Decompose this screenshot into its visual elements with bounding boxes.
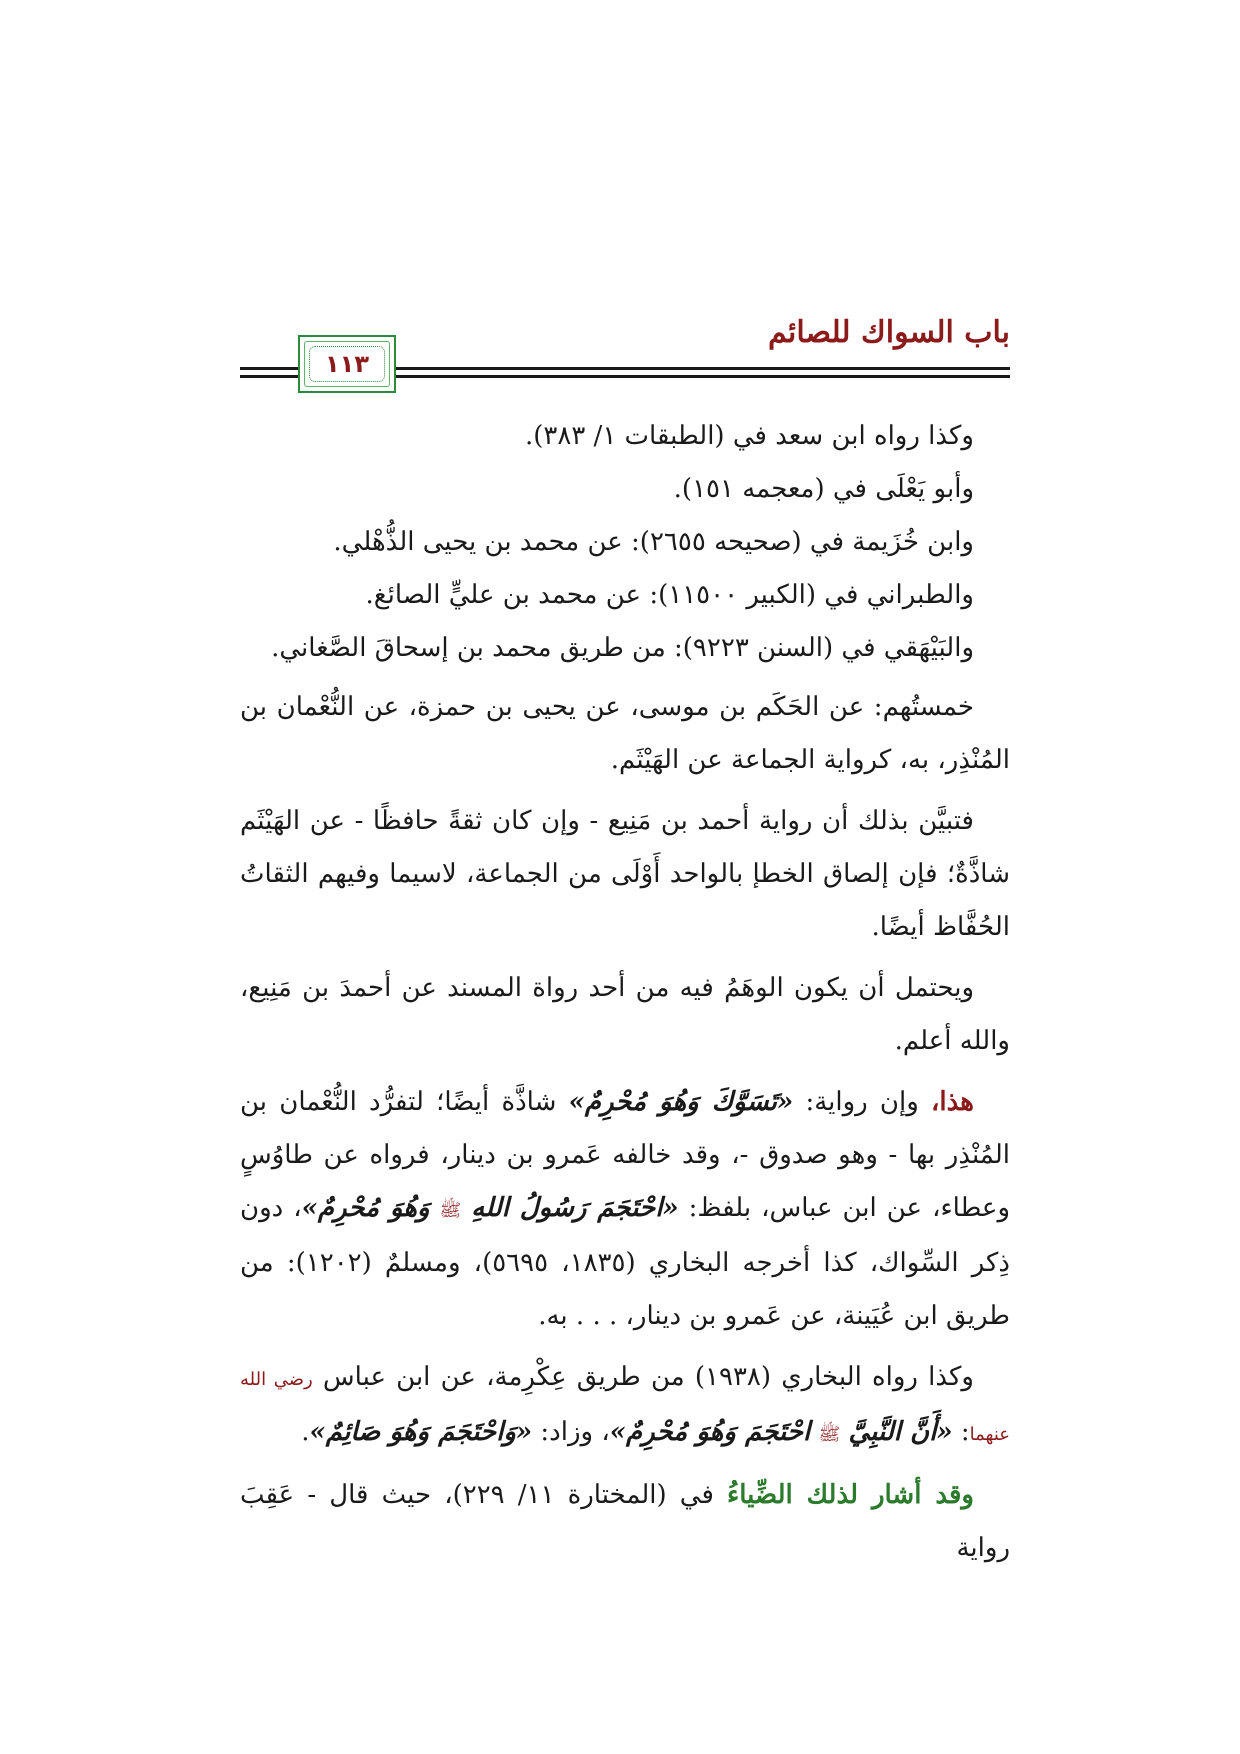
salawat-glyph-icon: ﷺ xyxy=(818,1424,841,1445)
salawat-glyph-icon: ﷺ xyxy=(439,1200,462,1221)
source-line-bayhaqi: والبَيْهَقي في (السنن ٩٢٢٣): من طريق محمد بن إسحاقَ الصَّغاني. xyxy=(271,633,974,663)
page-number-badge xyxy=(298,335,396,393)
paragraph-chain: خمستُهم: عن الحَكَم بن موسى، عن يحيى بن حمزة، عن النُّعْمان بن المُنْذِر، به، كرواية الجماعة عن الهَيْثَم. xyxy=(240,692,1010,775)
hadith-quote: «أَنَّ النَّبِيَّ xyxy=(848,1417,953,1447)
hadith-quote: «وَاحْتَجَمَ وَهُوَ صَائِمٌ» xyxy=(309,1417,533,1447)
paragraph-text: وكذا رواه البخاري (١٩٣٨) من طريق عِكْرِمة، عن ابن عباس xyxy=(312,1362,974,1392)
paragraph-text: في (المختارة ١١/ ٢٢٩)، حيث قال - عَقِبَ رواية xyxy=(240,1480,1010,1563)
source-line-ibn-khuzayma: وابن خُزَيمة في (صحيحه ٢٦٥٥): عن محمد بن يحيى الذُّهْلي. xyxy=(333,527,974,557)
paragraph-diya xyxy=(240,1469,1010,1575)
paragraph-text: : xyxy=(952,1417,970,1447)
paragraph-text: ، دون ذِكر السِّواك، كذا أخرجه البخاري (١٨٣٥، ٥٦٩٥)، ومسلمٌ (١٢٠٢): من طريق ابن عُيَينة، عن عَمرو بن دينار، . . . به. xyxy=(240,1193,1011,1331)
paragraph-lead: هذا، xyxy=(931,1087,975,1117)
page-body xyxy=(240,410,1010,1583)
paragraph-lead: وقد أشار لذلك الضِّياءُ xyxy=(727,1480,974,1510)
paragraph-text: ، وزاد: xyxy=(532,1417,610,1447)
page-header xyxy=(240,315,1010,395)
hadith-quote: احْتَجَمَ وَهُوَ مُحْرِمٌ» xyxy=(609,1417,811,1447)
radiallahu-glyph-icon: رضي الله عنهما xyxy=(240,1369,1010,1445)
source-line-ibn-saad: وكذا رواه ابن سعد في (الطبقات ١/ ٣٨٣). xyxy=(524,421,974,451)
hadith-quote: وَهُوَ مُحْرِمٌ» xyxy=(301,1193,430,1223)
source-line-abu-yala: وأبو يَعْلَى في (معجمه ١٥١). xyxy=(673,474,974,504)
paragraph-siwak-narration xyxy=(240,1076,1010,1343)
hadith-quote: «احْتَجَمَ رَسُولُ اللهِ xyxy=(471,1193,679,1223)
chapter-title: باب السواك للصائم xyxy=(768,315,1010,350)
paragraph-conclusion: فتبيَّن بذلك أن رواية أحمد بن مَنِيع - وإن كان ثقةً حافظًا - عن الهَيْثَم شاذَّةٌ؛ فإن إلصاق الخطإ بالواحد أَوْلَى من الجماعة، لاسيما وفيهم الثقاتُ الحُفَّاظ أيضًا. xyxy=(240,806,1010,942)
hadith-quote: «تَسَوَّكَ وَهُوَ مُحْرِمٌ» xyxy=(568,1087,794,1117)
paragraph-bukhari-ikrima xyxy=(240,1351,1010,1461)
paragraph-text: . xyxy=(301,1417,310,1447)
page-number: ١١٣ xyxy=(325,350,369,378)
paragraph-text: وإن رواية: xyxy=(793,1087,932,1117)
source-line-tabarani: والطبراني في (الكبير ١١٥٠٠): عن محمد بن عليٍّ الصائغ. xyxy=(365,580,974,610)
paragraph-text: شاذَّة أيضًا؛ لتفرُّد النُّعْمان بن المُنْذِر بها - وهو صدوق -، وقد خالفه عَمرو بن دينار، فرواه عن طاوُسٍ وعطاء، عن ابن عباس، بلفظ: xyxy=(240,1087,1011,1223)
paragraph-possibility: ويحتمل أن يكون الوهَمُ فيه من أحد رواة المسند عن أحمدَ بن مَنِيع، والله أعلم. xyxy=(240,973,1010,1056)
